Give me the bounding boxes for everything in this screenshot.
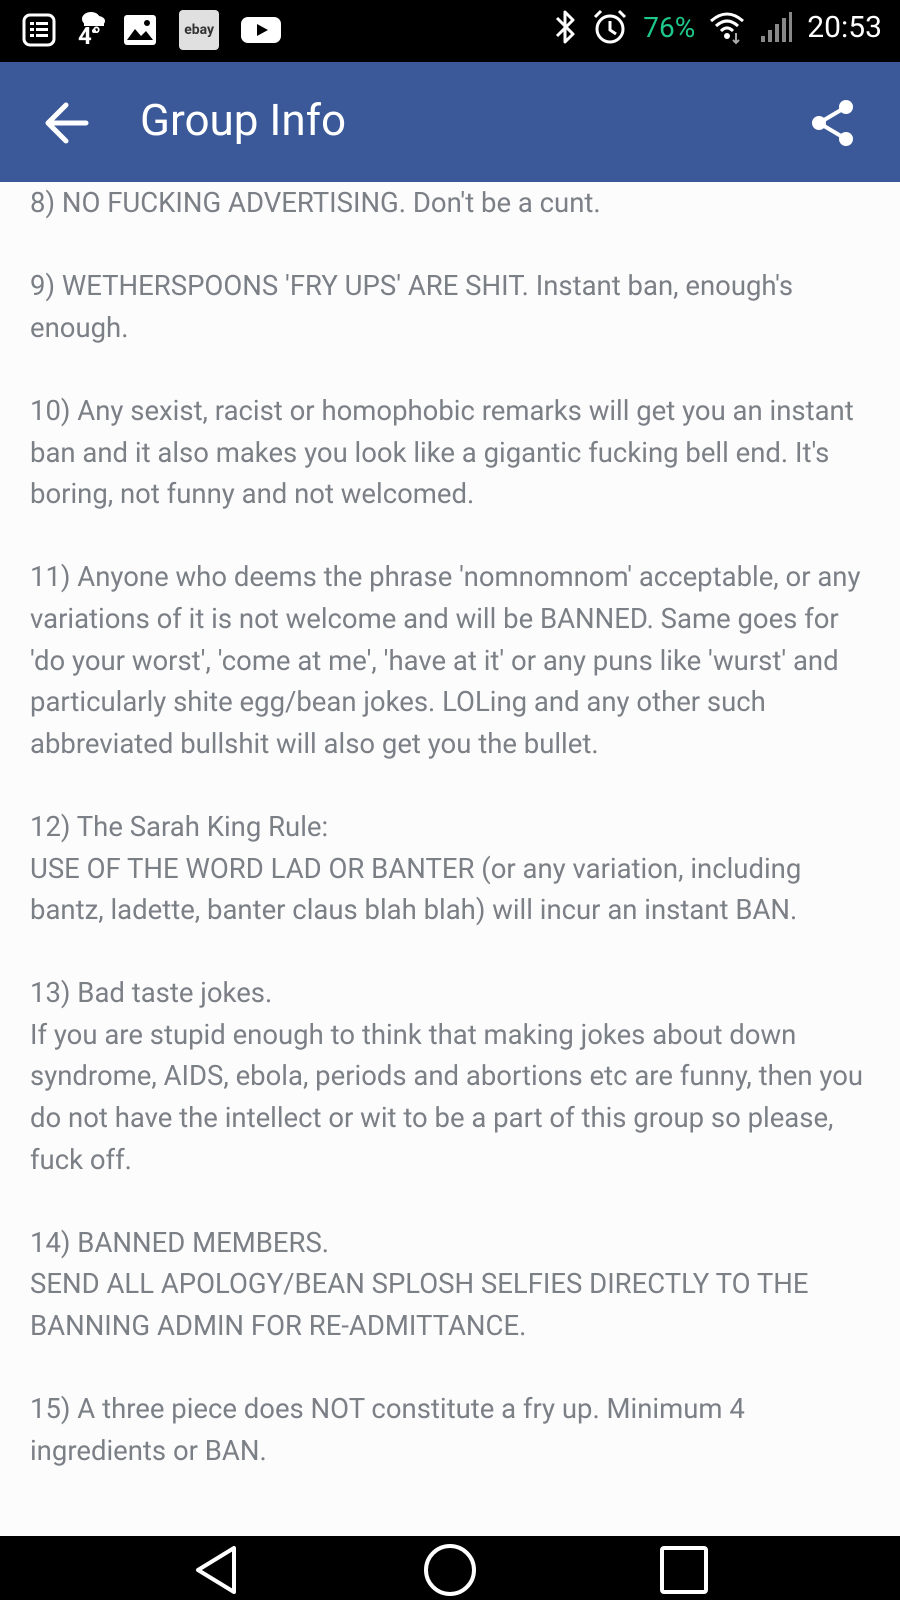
ebay-icon: ebay — [179, 10, 219, 50]
system-nav-bar — [0, 1536, 900, 1600]
temperature: 4° — [78, 22, 102, 50]
rule-paragraph — [30, 1388, 880, 1471]
group-description[interactable] — [0, 182, 900, 1536]
rule-line: 8) NO FUCKING ADVERTISING. Don't be a cunt. — [30, 186, 601, 219]
status-bar — [0, 0, 900, 62]
page-title: Group Info — [140, 94, 347, 146]
youtube-icon — [241, 15, 281, 45]
arrow-left-icon — [42, 98, 92, 148]
nav-home-button[interactable] — [422, 1542, 478, 1598]
signal-icon — [759, 10, 793, 44]
rule-line: If you are stupid enough to think that making jokes about down syndrome, AIDS, ebola, periods and abortions etc are funny, then you do not have the intellect or wit to be a part of this group so please, fuck off. — [30, 1017, 864, 1176]
weather-icon — [78, 16, 102, 50]
rule-paragraph — [30, 806, 880, 931]
rule-line: 13) Bad taste jokes. — [30, 976, 273, 1010]
rule-paragraph — [30, 265, 880, 348]
status-bar-left-icons — [22, 10, 281, 50]
bluetooth-icon — [553, 8, 577, 46]
notes-icon — [22, 13, 56, 47]
square-recents-icon — [656, 1542, 712, 1598]
status-bar-right-icons — [553, 8, 882, 46]
rule-paragraph — [30, 182, 880, 224]
rule-line: USE OF THE WORD LAD OR BANTER (or any variation, including bantz, ladette, banter claus blah blah) will incur an instant BAN. — [30, 851, 802, 927]
image-icon — [123, 14, 157, 46]
rule-line: 15) A three piece does NOT constitute a fry up. Minimum 4 ingredients or BAN. — [30, 1392, 745, 1467]
clock: 20:53 — [807, 9, 882, 45]
back-button[interactable] — [42, 98, 92, 148]
triangle-back-icon — [190, 1542, 246, 1598]
rule-line: 11) Anyone who deems the phrase 'nomnomnom' acceptable, or any variations of it is not welcome and will be BANNED. Same goes for 'do your worst', 'come at me', 'have at it' or any puns like 'wurst' and particularly shite egg/bean jokes. LOLing and any other such abbreviated bullshit will also get you the bullet. — [30, 560, 861, 760]
rule-line: 9) WETHERSPOONS 'FRY UPS' ARE SHIT. Instant ban, enough's enough. — [30, 269, 794, 344]
share-button[interactable] — [810, 98, 856, 148]
wifi-icon — [709, 9, 745, 45]
circle-home-icon — [422, 1542, 478, 1598]
rule-line: 10) Any sexist, racist or homophobic remarks will get you an instant ban and it also makes you look like a gigantic fucking bell end. It's boring, not funny and not welcomed. — [30, 393, 854, 511]
rule-line: SEND ALL APOLOGY/BEAN SPLOSH SELFIES DIRECTLY TO THE BANNING ADMIN FOR RE-ADMITTANCE. — [30, 1267, 809, 1343]
rule-line: 12) The Sarah King Rule: — [30, 809, 329, 843]
rule-line: 14) BANNED MEMBERS. — [30, 1225, 330, 1259]
battery-percent: 76% — [643, 10, 696, 44]
nav-recents-button[interactable] — [656, 1542, 712, 1598]
app-bar — [0, 62, 900, 182]
rule-paragraph — [30, 972, 880, 1180]
rules-text — [30, 182, 880, 1513]
rule-paragraph — [30, 556, 880, 764]
rule-paragraph — [30, 1222, 880, 1347]
alarm-icon — [591, 8, 629, 46]
rule-paragraph — [30, 390, 880, 515]
nav-back-button[interactable] — [190, 1542, 246, 1598]
share-icon — [810, 98, 856, 148]
